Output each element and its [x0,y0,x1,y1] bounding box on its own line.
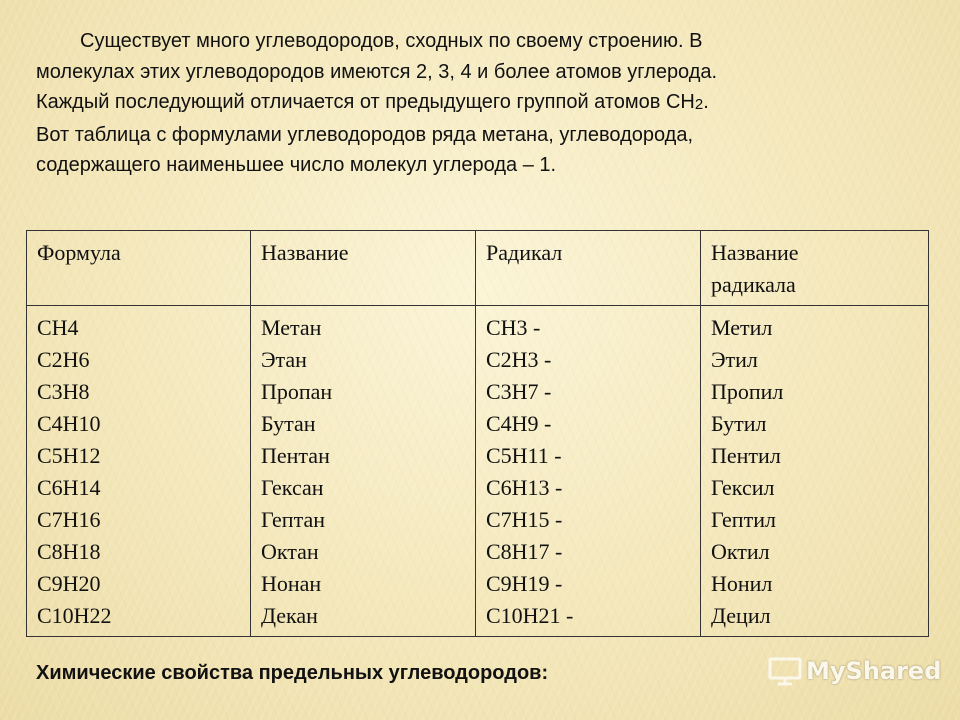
list-item: Пентил [711,443,781,468]
list-item: C5H12 [37,443,101,468]
list-item: Метил [711,315,773,340]
intro-line-1: Существует много углеводородов, сходных по своему строению. В [80,30,703,52]
list-item: Пентан [261,443,330,468]
header-radical-name-line-1: Название [711,240,799,265]
intro-line-3-main: Каждый последующий отличается от предыдущего группой атомов СН [36,91,695,113]
list-item: Гептан [261,507,326,532]
list-item: C3H8 [37,379,90,404]
list-item: C6H13 - [486,475,563,500]
list-item: Пропан [261,379,333,404]
list-item: C7H15 - [486,507,563,532]
list-item: Этан [261,347,307,372]
intro-line-3-subscript: 2 [694,96,704,113]
hydrocarbon-table [26,230,929,637]
list-item: Декан [261,603,318,628]
intro-line-3 [36,87,896,120]
list-item: Октан [261,539,319,564]
table-header-row [27,231,929,306]
intro-line-5: содержащего наименьшее число молекул углерода – 1. [36,154,557,176]
list-item: Октил [711,539,770,564]
header-radical: Радикал [476,231,701,306]
list-item: Этил [711,347,758,372]
header-formula: Формула [27,231,251,306]
header-name: Название [251,231,476,306]
watermark-text: MyShared [806,657,942,685]
radical-name-column [701,306,929,637]
list-item: CH4 [37,315,79,340]
list-item: C9H19 - [486,571,563,596]
intro-paragraph [36,26,896,181]
list-item: Децил [711,603,771,628]
list-item: C10H22 [37,603,112,628]
list-item: C5H11 - [486,443,562,468]
list-item: C2H3 - [486,347,552,372]
list-item: Пропил [711,379,784,404]
radical-column [476,306,701,637]
list-item: C4H9 - [486,411,552,436]
intro-line-2: молекулах этих углеводородов имеются 2, 3, 4 и более атомов углерода. [36,60,718,83]
list-item: C3H7 - [486,379,552,404]
slideshow-icon [768,656,802,686]
header-radical-name [701,231,929,306]
list-item: CH3 - [486,315,541,340]
name-column [251,306,476,637]
list-item: Бутил [711,411,767,436]
list-item: C9H20 [37,571,101,596]
list-item: Бутан [261,411,316,436]
list-item: C7H16 [37,507,101,532]
list-item: C4H10 [37,411,101,436]
list-item: Гексан [261,475,324,500]
list-item: Нонил [711,571,773,596]
chemical-properties-heading: Химические свойства предельных углеводородов: [36,662,549,684]
list-item: C2H6 [37,347,90,372]
list-item: C8H18 [37,539,101,564]
watermark [768,656,941,686]
intro-line-3-end: . [703,91,709,113]
list-item: C8H17 - [486,539,563,564]
formula-column [27,306,251,637]
list-item: C6H14 [37,475,101,500]
intro-line-4: Вот таблица с формулами углеводородов ряда метана, углеводорода, [36,123,694,146]
header-radical-name-line-2: радикала [711,272,796,297]
list-item: Гексил [711,475,775,500]
list-item: Нонан [261,571,322,596]
list-item: Гептил [711,507,776,532]
list-item: C10H21 - [486,603,574,628]
list-item: Метан [261,315,322,340]
table-row [27,306,929,637]
